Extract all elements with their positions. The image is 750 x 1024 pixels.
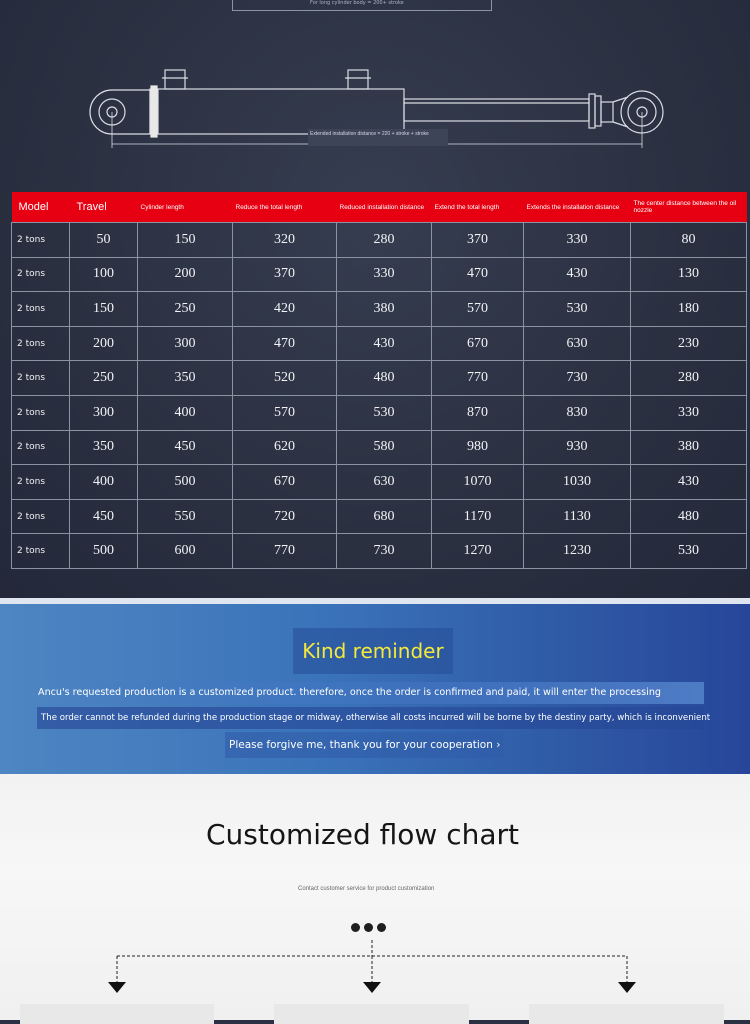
flow-connector: [0, 940, 750, 1000]
cell-extend-total: 870: [432, 395, 524, 430]
cell-center-distance: 530: [631, 534, 747, 569]
arrow-down-icon: [363, 982, 381, 993]
cell-travel: 250: [70, 361, 138, 396]
cell-extend-install: 830: [524, 395, 631, 430]
table-row: [12, 361, 747, 396]
cell-reduced-install: 680: [337, 499, 432, 534]
cell-reduced-install: 730: [337, 534, 432, 569]
cell-cylinder-length: 500: [138, 465, 233, 500]
cell-model: 2 tons: [12, 292, 70, 327]
top-dimension-note: For long cylinder body = 200+ stroke: [310, 0, 404, 6]
cell-cylinder-length: 150: [138, 223, 233, 258]
table-row: [12, 292, 747, 327]
flow-step-note: Contact customer service for product customization: [298, 886, 435, 892]
cell-extend-install: 630: [524, 326, 631, 361]
flow-step-card: [529, 1004, 724, 1024]
cell-extend-install: 330: [524, 223, 631, 258]
cell-reduced-install: 430: [337, 326, 432, 361]
cell-model: 2 tons: [12, 499, 70, 534]
cell-center-distance: 130: [631, 257, 747, 292]
cell-travel: 300: [70, 395, 138, 430]
cell-extend-install: 430: [524, 257, 631, 292]
cell-reduced-install: 330: [337, 257, 432, 292]
arrow-down-icon: [108, 982, 126, 993]
cell-travel: 50: [70, 223, 138, 258]
cell-cylinder-length: 250: [138, 292, 233, 327]
table-row: [12, 395, 747, 430]
cell-center-distance: 430: [631, 465, 747, 500]
cell-extend-total: 1170: [432, 499, 524, 534]
table-row: [12, 534, 747, 569]
cell-cylinder-length: 550: [138, 499, 233, 534]
cell-travel: 200: [70, 326, 138, 361]
cell-reduce-total: 570: [233, 395, 337, 430]
cell-cylinder-length: 350: [138, 361, 233, 396]
cell-travel: 150: [70, 292, 138, 327]
reminder-line-3: [225, 732, 503, 758]
reminder-title: Kind reminder: [293, 628, 453, 674]
cell-cylinder-length: 300: [138, 326, 233, 361]
table-row: [12, 499, 747, 534]
cell-center-distance: 180: [631, 292, 747, 327]
table-row: [12, 223, 747, 258]
cell-center-distance: 380: [631, 430, 747, 465]
cell-reduce-total: 520: [233, 361, 337, 396]
cell-extend-install: 730: [524, 361, 631, 396]
table-header-row: [12, 192, 747, 223]
cell-reduced-install: 280: [337, 223, 432, 258]
cell-reduce-total: 470: [233, 326, 337, 361]
header-travel: Travel: [70, 192, 138, 223]
cell-center-distance: 330: [631, 395, 747, 430]
cell-center-distance: 480: [631, 499, 747, 534]
cell-travel: 400: [70, 465, 138, 500]
flow-title: Customized flow chart: [205, 818, 519, 851]
header-reduce-total-length: Reduce the total length: [233, 192, 337, 223]
cell-reduced-install: 380: [337, 292, 432, 327]
cell-center-distance: 80: [631, 223, 747, 258]
cell-extend-total: 670: [432, 326, 524, 361]
header-reduced-installation: Reduced installation distance: [337, 192, 432, 223]
cell-reduce-total: 420: [233, 292, 337, 327]
header-center-distance: The center distance between the oil nozzle: [631, 192, 747, 223]
cell-extend-install: 1030: [524, 465, 631, 500]
cell-model: 2 tons: [12, 534, 70, 569]
cell-travel: 100: [70, 257, 138, 292]
cell-extend-total: 770: [432, 361, 524, 396]
cell-reduce-total: 670: [233, 465, 337, 500]
installation-distance-label: Extended installation distance = 220 + stroke + stroke: [308, 129, 448, 146]
cell-extend-total: 470: [432, 257, 524, 292]
cell-reduced-install: 630: [337, 465, 432, 500]
cell-model: 2 tons: [12, 326, 70, 361]
cell-reduce-total: 320: [233, 223, 337, 258]
cell-model: 2 tons: [12, 257, 70, 292]
cell-reduce-total: 620: [233, 430, 337, 465]
cell-travel: 500: [70, 534, 138, 569]
spec-table: [11, 192, 747, 569]
cell-center-distance: 230: [631, 326, 747, 361]
cell-reduce-total: 370: [233, 257, 337, 292]
arrow-down-icon: [618, 982, 636, 993]
cell-extend-total: 1270: [432, 534, 524, 569]
cell-model: 2 tons: [12, 361, 70, 396]
cell-cylinder-length: 450: [138, 430, 233, 465]
cell-cylinder-length: 200: [138, 257, 233, 292]
cell-model: 2 tons: [12, 465, 70, 500]
cell-reduced-install: 480: [337, 361, 432, 396]
flow-step-card: [274, 1004, 469, 1024]
cell-reduced-install: 580: [337, 430, 432, 465]
cell-travel: 350: [70, 430, 138, 465]
cell-model: 2 tons: [12, 395, 70, 430]
cell-reduce-total: 720: [233, 499, 337, 534]
reminder-line-1: Ancu's requested production is a customized product. therefore, once the order is confirmed and paid, it will enter the processing: [33, 682, 704, 704]
cell-center-distance: 280: [631, 361, 747, 396]
cell-model: 2 tons: [12, 430, 70, 465]
cell-extend-total: 980: [432, 430, 524, 465]
cell-extend-install: 1230: [524, 534, 631, 569]
cell-model: 2 tons: [12, 223, 70, 258]
cell-extend-total: 1070: [432, 465, 524, 500]
reminder-line-3-suffix: ›: [496, 739, 501, 751]
cell-extend-install: 530: [524, 292, 631, 327]
reminder-line-2: The order cannot be refunded during the production stage or midway, otherwise all costs incurred will be borne by the destiny party, which is inconvenient: [37, 707, 704, 729]
cell-extend-total: 570: [432, 292, 524, 327]
header-extends-installation: Extends the installation distance: [524, 192, 631, 223]
cell-travel: 450: [70, 499, 138, 534]
reminder-line-3-text: Please forgive me, thank you for your cooperation: [229, 739, 493, 751]
header-extend-total-length: Extend the total length: [432, 192, 524, 223]
table-row: [12, 326, 747, 361]
table-row: [12, 465, 747, 500]
cell-extend-install: 1130: [524, 499, 631, 534]
cell-extend-total: 370: [432, 223, 524, 258]
flow-step-card: [20, 1004, 214, 1024]
table-row: [12, 430, 747, 465]
header-cylinder-length: Cylinder length: [138, 192, 233, 223]
more-dots-icon: [351, 919, 390, 937]
cell-cylinder-length: 400: [138, 395, 233, 430]
cell-extend-install: 930: [524, 430, 631, 465]
header-model: Model: [12, 192, 70, 223]
cell-reduce-total: 770: [233, 534, 337, 569]
cell-reduced-install: 530: [337, 395, 432, 430]
table-row: [12, 257, 747, 292]
cell-cylinder-length: 600: [138, 534, 233, 569]
